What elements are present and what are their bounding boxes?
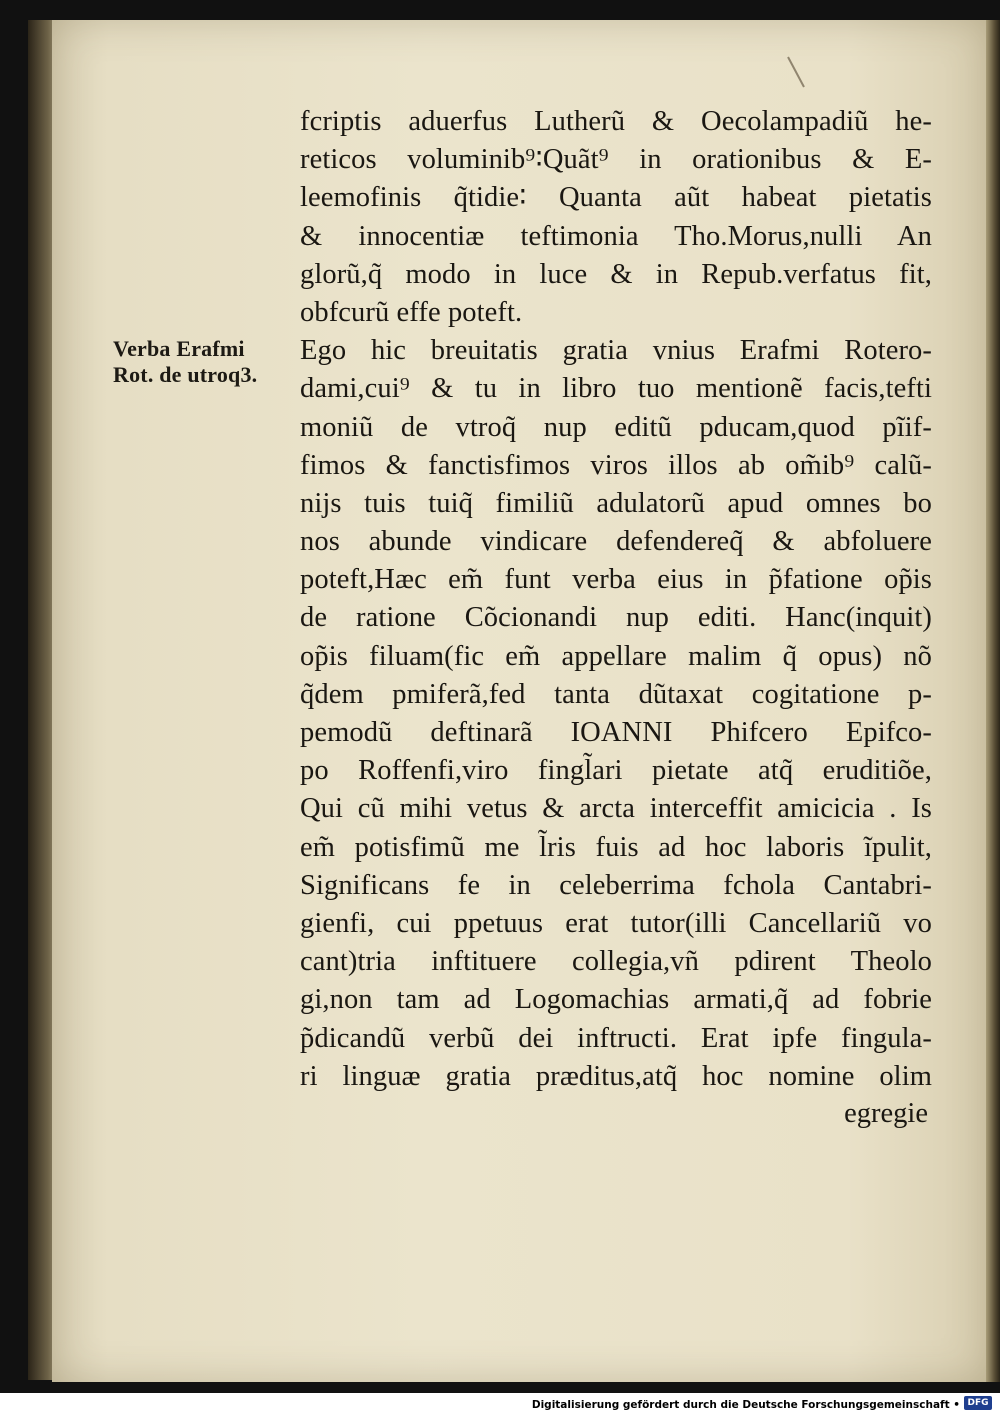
- text-line: fimos & fanctisfimos viros illos ab om̃ib⁹ calũ‑: [300, 449, 932, 481]
- text-line: glorũ,q̃ modo in luce & in Repub.verfatus fit,: [300, 258, 932, 290]
- text-line: po Roffenfi,viro fingl̃ari pietate atq̃ eruditiõe,: [300, 755, 932, 787]
- marginal-note-line: Verba Erafmi: [113, 336, 245, 361]
- text-line: Significans fe in celeberrima fchola Cantabri‑: [300, 869, 932, 901]
- marginal-note: [113, 336, 293, 388]
- text-line: cant)tria inftituere collegia,vñ pdirent Theolo: [300, 946, 932, 978]
- dfg-logo-icon: DFG: [964, 1396, 992, 1410]
- catchword: egregie: [844, 1098, 928, 1129]
- text-line: leemofinis q̃tidie∶ Quanta aũt habeat pietatis: [300, 182, 932, 214]
- text-line: q̃dem pmiferã,fed tanta dũtaxat cogitatione p‑: [300, 678, 932, 710]
- text-line: ri linguæ gratia præditus,atq̃ hoc nomine olim: [300, 1060, 932, 1092]
- footer-credit: Digitalisierung gefördert durch die Deutsche Forschungsgemeinschaft •: [531, 1399, 960, 1411]
- text-line: dami,cui⁹ & tu in libro tuo mentionẽ facis,tefti: [300, 373, 932, 405]
- text-line: Ego hic breuitatis gratia vnius Erafmi Rotero‑: [300, 335, 932, 367]
- text-line: moniũ de vtroq̃ nup editũ pducam,quod pĩif‑: [300, 411, 932, 443]
- text-line: em̃ potisfimũ me l̃ris fuis ad hoc laboris ĩpulit,: [300, 831, 932, 863]
- text-line: gienfi, cui ppetuus erat tutor(illi Cancellariũ vo: [300, 907, 932, 939]
- text-line: p̃dicandũ verbũ dei inftructi. Erat ipfe fingula‑: [300, 1022, 932, 1054]
- page-right-edge: [986, 20, 1000, 1382]
- text-line: & innocentiæ teftimonia Tho.Morus,nulli An: [300, 220, 932, 252]
- text-line: de ratione Cõcionandi nup editi. Hanc(inquit): [300, 602, 932, 634]
- text-line: Qui cũ mihi vetus & arcta interceffit amicicia . Is: [300, 793, 932, 825]
- marginal-note-line: Rot. de utroq3.: [113, 362, 258, 387]
- text-line: poteft,Hæc em̃ funt verba eius in p̃fatione op̃is: [300, 564, 932, 596]
- text-line: reticos voluminib⁹∶Quãt⁹ in orationibus & E‑: [300, 144, 932, 176]
- text-line: nijs tuis tuiq̃ fimiliũ adulatorũ apud omnes bo: [300, 487, 932, 519]
- text-line: fcriptis aduerfus Lutherũ & Oecolampadiũ he‑: [300, 106, 932, 137]
- text-line: obfcurũ effe poteft.: [300, 296, 523, 328]
- text-line: pemodũ deftinarã IOANNI Phifcero Epifco‑: [300, 717, 932, 748]
- text-line: nos abunde vindicare defendereq̃ & abfoluere: [300, 526, 932, 558]
- text-line: op̃is filuam(fic em̃ appellare malim q̃ opus) nõ: [300, 640, 932, 672]
- text-line: gi,non tam ad Logomachias armati,q̃ ad fobrie: [300, 984, 932, 1016]
- body-text: [300, 103, 932, 1096]
